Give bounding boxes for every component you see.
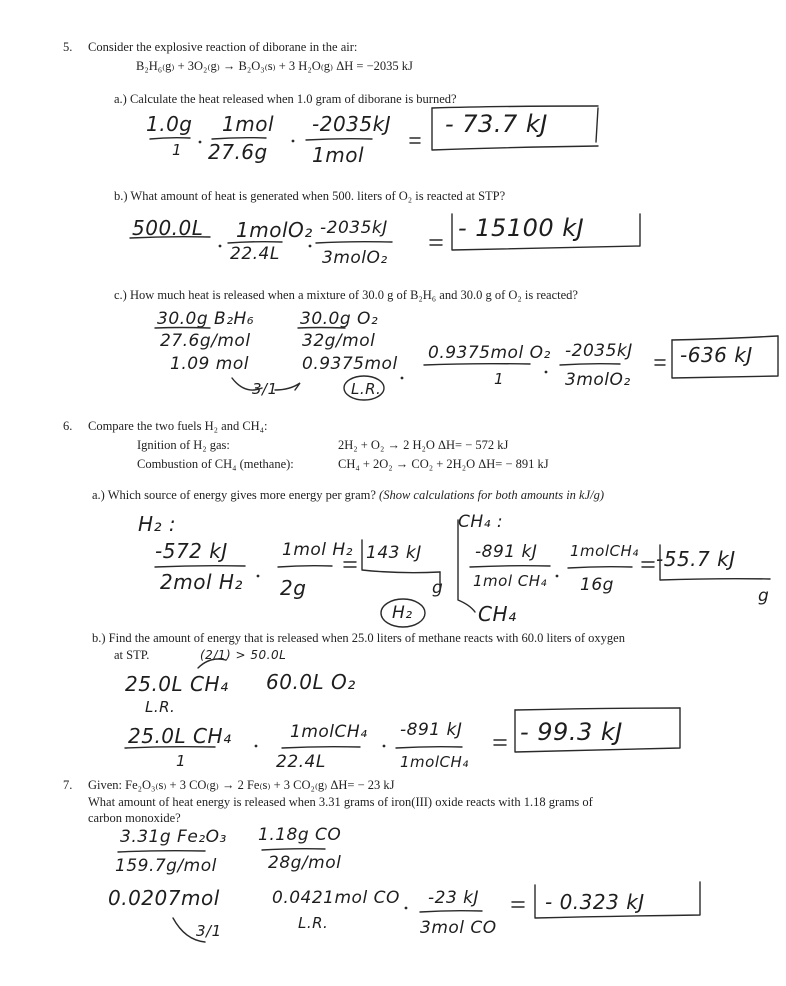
q6a-h2-term1-top: -572 kJ xyxy=(155,539,228,563)
q7-left-line2: 159.7g/mol xyxy=(115,856,217,876)
question-6-number: 6. xyxy=(63,419,73,433)
q6a-ch4-answer-unit: g xyxy=(758,586,770,606)
q5a-term3-bottom: 1mol xyxy=(312,143,364,167)
q5c-right-line3: 0.9375mol xyxy=(302,354,398,374)
q5b-term1: 500.0L xyxy=(132,216,204,240)
q6a-h2-label: H₂ : xyxy=(138,512,177,536)
q5a-term1-bottom: 1 xyxy=(172,141,183,159)
q5c-term1-bottom: 1 xyxy=(494,370,505,388)
q5c-term2-bottom: 3molO₂ xyxy=(565,370,631,390)
question-5a-prompt: a.) Calculate the heat released when 1.0 gram of diborane is burned? xyxy=(114,92,457,106)
q5c-left-line2: 27.6g/mol xyxy=(160,331,251,351)
q5a-term2-bottom: 27.6g xyxy=(208,140,268,164)
q6b-term1-bottom: 1 xyxy=(176,752,187,770)
q6b-term3-bottom: 1molCH₄ xyxy=(400,753,469,771)
question-6-text: Compare the two fuels H₂ and CH₄: xyxy=(88,419,268,433)
q7-term1-top: 0.0421mol CO xyxy=(272,888,400,908)
q5b-term2-top: 1molO₂ xyxy=(236,218,313,242)
q5b-answer: - 15100 kJ xyxy=(458,214,585,242)
q6b-term2-top: 1molCH₄ xyxy=(290,722,368,742)
q5a-term3-top: -2035kJ xyxy=(312,112,392,136)
q6b-term1-top: 25.0L CH₄ xyxy=(128,724,232,748)
q7-right-line2: 28g/mol xyxy=(268,853,342,873)
question-7-prompt-line2: carbon monoxide? xyxy=(88,811,181,825)
q6b-answer: - 99.3 kJ xyxy=(520,718,623,746)
q6a-ch4-term1-bottom: 1mol CH₄ xyxy=(473,572,548,590)
q7-mole-ratio: 3/1 xyxy=(196,922,222,940)
question-5b-prompt: b.) What amount of heat is generated when 500. liters of O₂ is reacted at STP? xyxy=(114,189,506,203)
q5a-term1-top: 1.0g xyxy=(146,112,193,136)
q5c-mole-ratio: 3/1 xyxy=(252,380,278,398)
question-6a-prompt-main: a.) Which source of energy gives more energy per gram? xyxy=(92,488,376,502)
q6a-ch4-answer: -55.7 kJ xyxy=(656,547,736,571)
q6a-h2-term1-bottom: 2mol H₂ xyxy=(160,570,243,594)
q5c-answer: -636 kJ xyxy=(680,343,753,367)
q7-left-line1: 3.31g Fe₂O₃ xyxy=(120,827,227,847)
q5c-right-line2: 32g/mol xyxy=(302,331,376,351)
q6a-ch4-term1-top: -891 kJ xyxy=(475,542,538,562)
question-5-text: Consider the explosive reaction of diborane in the air: xyxy=(88,40,358,54)
question-5c-prompt: c.) How much heat is released when a mixture of 30.0 g of B₂H₆ and 30.0 g of O₂ is reacted? xyxy=(114,288,578,302)
q6a-ch4-term2-bottom: 16g xyxy=(580,575,614,595)
q6a-ch4-term2-top: 1molCH₄ xyxy=(570,542,639,560)
q7-term2-top: -23 kJ xyxy=(428,888,480,908)
q6a-h2-answer-unit: g xyxy=(432,578,444,598)
q6b-term3-top: -891 kJ xyxy=(400,720,463,740)
q5c-term1-top: 0.9375mol O₂ xyxy=(428,343,551,363)
q7-limiting-reagent: L.R. xyxy=(298,914,329,932)
question-6b-prompt-line2: at STP. xyxy=(114,648,150,662)
q6b-right-line1: 60.0L O₂ xyxy=(266,670,356,694)
q5b-term3-bottom: 3molO₂ xyxy=(322,248,388,268)
q5c-right-line1: 30.0g O₂ xyxy=(300,309,379,329)
question-6-row2-equation: CH₄ + 2O₂ → CO₂ + 2H₂O ΔH= − 891 kJ xyxy=(338,457,549,471)
q5b-term2-bottom: 22.4L xyxy=(230,244,280,264)
q7-term2-bottom: 3mol CO xyxy=(420,918,497,938)
q7-right-line1: 1.18g CO xyxy=(258,825,342,845)
question-7-prompt-line1: What amount of heat energy is released when 3.31 grams of iron(III) oxide reacts with 1.18 grams of xyxy=(88,795,593,809)
q6b-ratio-note: (2/1) > 50.0L xyxy=(200,648,287,662)
question-6-row2-label: Combustion of CH₄ (methane): xyxy=(137,457,294,471)
q6a-h2-term2-bottom: 2g xyxy=(280,576,307,600)
question-6-row1-equation: 2H₂ + O₂ → 2 H₂O ΔH= − 572 kJ xyxy=(338,438,509,452)
question-6b-prompt-line1: b.) Find the amount of energy that is released when 25.0 liters of methane reacts with 60.0 liters of oxygen xyxy=(92,631,625,645)
question-6-row1-label: Ignition of H₂ gas: xyxy=(137,438,230,452)
q6a-ch4-label: CH₄ : xyxy=(458,512,504,532)
q7-answer: - 0.323 kJ xyxy=(545,890,645,914)
q6b-term2-bottom: 22.4L xyxy=(276,752,326,772)
question-7-given: Given: Fe₂O₃₍s₎ + 3 CO₍g₎ → 2 Fe₍s₎ + 3 CO₂₍g₎ ΔH= − 23 kJ xyxy=(88,778,395,792)
q5b-term3-top: -2035kJ xyxy=(320,218,388,238)
q5a-answer: - 73.7 kJ xyxy=(445,110,548,138)
q5c-limiting-reagent: L.R. xyxy=(351,380,382,398)
question-7-number: 7. xyxy=(63,778,73,792)
q6b-limiting-reagent: L.R. xyxy=(145,698,176,716)
q6b-left-line1: 25.0L CH₄ xyxy=(125,672,229,696)
q6a-h2-answer: 143 kJ xyxy=(366,543,422,563)
q5a-term2-top: 1mol xyxy=(222,112,274,136)
question-5-equation: B₂H₆₍g₎ + 3O₂₍g₎ → B₂O₃₍s₎ + 3 H₂O₍g₎ ΔH = −2035 kJ xyxy=(136,59,413,73)
q6a-winner: H₂ xyxy=(392,603,413,623)
question-6a-prompt xyxy=(92,488,604,503)
q5c-term2-top: -2035kJ xyxy=(565,341,633,361)
q5c-left-line1: 30.0g B₂H₆ xyxy=(157,309,255,329)
q6a-loser: CH₄ xyxy=(478,602,517,626)
question-5-number: 5. xyxy=(63,40,73,54)
question-6a-prompt-note: (Show calculations for both amounts in kJ/g) xyxy=(379,488,605,502)
q6a-h2-term2-top: 1mol H₂ xyxy=(282,540,354,560)
q5c-left-line3: 1.09 mol xyxy=(170,354,249,374)
q7-left-line3: 0.0207mol xyxy=(108,886,220,910)
